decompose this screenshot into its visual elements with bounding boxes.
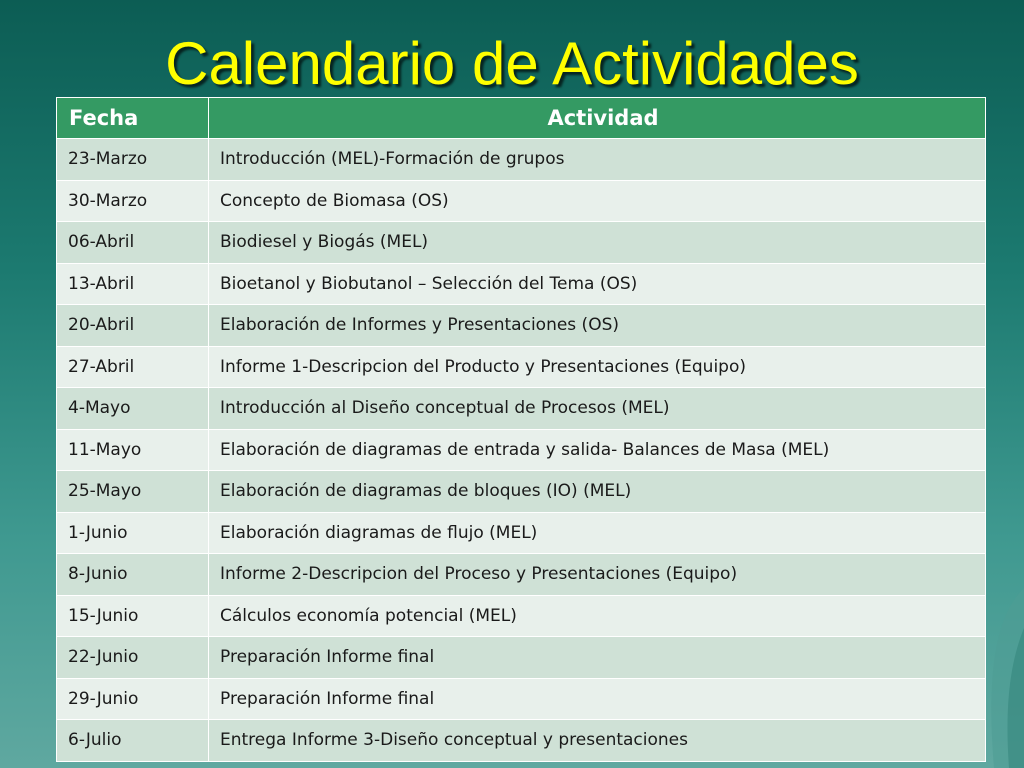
table-row [57,720,986,762]
activity-cell: Elaboración de diagramas de bloques (IO) (MEL) [209,471,986,513]
date-cell: 4-Mayo [57,388,209,430]
table-row [57,471,986,513]
column-header-date: Fecha [57,98,209,139]
activity-cell: Cálculos economía potencial (MEL) [209,595,986,637]
date-cell: 06-Abril [57,222,209,264]
schedule-table-container [56,97,985,762]
activity-cell: Introducción (MEL)-Formación de grupos [209,139,986,181]
date-cell: 15-Junio [57,595,209,637]
table-row [57,678,986,720]
date-cell: 29-Junio [57,678,209,720]
table-row [57,346,986,388]
date-cell: 23-Marzo [57,139,209,181]
table-row [57,305,986,347]
slide-title: Calendario de Actividades [165,30,859,97]
date-cell: 6-Julio [57,720,209,762]
table-row [57,180,986,222]
table-row [57,512,986,554]
activity-cell: Informe 2-Descripcion del Proceso y Presentaciones (Equipo) [209,554,986,596]
table-row [57,637,986,679]
date-cell: 22-Junio [57,637,209,679]
activity-cell: Elaboración diagramas de flujo (MEL) [209,512,986,554]
date-cell: 13-Abril [57,263,209,305]
table-row [57,263,986,305]
table-row [57,429,986,471]
date-cell: 20-Abril [57,305,209,347]
activity-cell: Preparación Informe final [209,678,986,720]
table-body [57,139,986,762]
date-cell: 1-Junio [57,512,209,554]
table-row [57,554,986,596]
table-row [57,595,986,637]
date-cell: 8-Junio [57,554,209,596]
table-row [57,139,986,181]
activity-cell: Introducción al Diseño conceptual de Procesos (MEL) [209,388,986,430]
table-header-row [57,98,986,139]
activity-cell: Informe 1-Descripcion del Producto y Presentaciones (Equipo) [209,346,986,388]
activity-cell: Elaboración de Informes y Presentaciones (OS) [209,305,986,347]
column-header-activity: Actividad [209,98,986,139]
activity-cell: Biodiesel y Biogás (MEL) [209,222,986,264]
date-cell: 27-Abril [57,346,209,388]
table-row [57,222,986,264]
date-cell: 11-Mayo [57,429,209,471]
schedule-table [56,97,986,762]
activity-cell: Elaboración de diagramas de entrada y salida- Balances de Masa (MEL) [209,429,986,471]
date-cell: 30-Marzo [57,180,209,222]
activity-cell: Concepto de Biomasa (OS) [209,180,986,222]
activity-cell: Preparación Informe final [209,637,986,679]
activity-cell: Entrega Informe 3-Diseño conceptual y presentaciones [209,720,986,762]
date-cell: 25-Mayo [57,471,209,513]
activity-cell: Bioetanol y Biobutanol – Selección del Tema (OS) [209,263,986,305]
table-row [57,388,986,430]
